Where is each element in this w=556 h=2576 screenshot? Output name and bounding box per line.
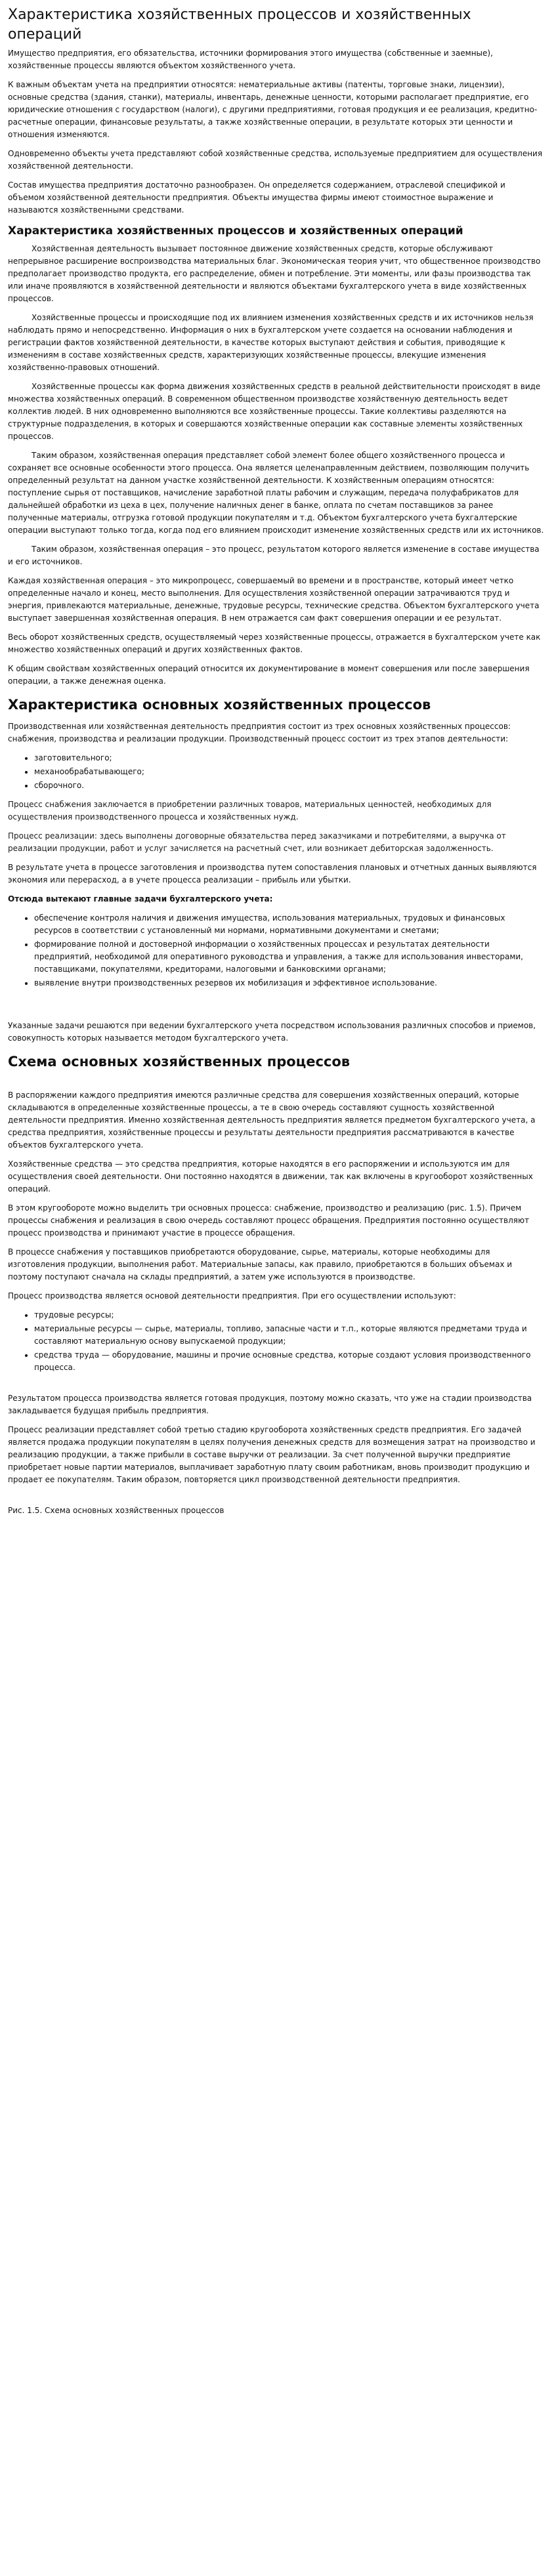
figure-caption: Рис. 1.5. Схема основных хозяйственных процессов [8,1506,225,1515]
paragraph: В этом кругообороте можно выделить три основных процесса: снабжение, производство и реализацию (рис. 1.5). Причем процессы снабжения и реализация в свою очередь составляют процесс обращения. Предприятия постоянно осуществляют процесс производства и принимают участие в процессе обращения. [8,1203,530,1237]
paragraph: В результате учета в процессе заготовления и производства путем сопоставления плановых и отчетных данных выявляются экономия или перерасход, а в учете процесса реализации – прибыль или убытки. [8,863,537,884]
resources-list [8,1309,544,1374]
paragraph: Производственная или хозяйственная деятельность предприятия состоит из трех основных хозяйственных процессов: снабжения, производства и реализации продукции. Производственный процесс состоит из трех этапов деятельности: [8,722,511,743]
paragraph: Результатом процесса производства является готовая продукция, поэтому можно сказать, что уже на стадии производства закладывается будущая прибыль предприятия. [8,1394,532,1415]
tasks-list [8,912,544,989]
list-item: • формирование полной и достоверной информации о хозяйственных процессах и результатах деятельности предприятий, необходимой для оперативного руководства и управления, а также для использования инвесторами, поставщиками, покупателями, кредиторами, налоговыми и банковскими органами; [34,938,544,976]
list-item: • сборочного. [34,779,544,792]
spacer [8,1077,544,1089]
paragraph: Процесс производства является основой деятельности предприятия. При его осуществлении используют: [8,1291,456,1300]
spacer [8,996,544,1020]
intro-paragraph: К важным объектам учета на предприятии относятся: нематериальные активы (патенты, торговые знаки, лицензии), основные средства (здания, станки), материалы, инвентарь, денежные ценности, которыми располагает предприятие, его юридические отношения с государством (налоги), с другими предприятиями, готовая продукция и ее реализация, кредитно-расчетные операции, финансовые результаты, а также хозяйственные операции, в результате которых эти ценности и отношения изменяются. [8,80,538,139]
paragraph: В процессе снабжения у поставщиков приобретаются оборудование, сырье, материалы, которые необходимы для изготовления продукции, выполнения работ. Материальные запасы, как правило, приобретаются в больших объемах и поэтому поступают сначала на склады предприятий, а затем уже используются в производстве. [8,1247,513,1281]
paragraph: Каждая хозяйственная операция – это микропроцесс, совершаемый во времени и в пространстве, который имеет четко определенные начало и конец, место выполнения. Для осуществления хозяйственной операции затрачиваются труд и энергия, привлекаются материальные, денежные, трудовые ресурсы, технические средства. Объектом бухгалтерского учета выступает завершенная хозяйственная операция. В нем отражается сам факт совершения операции и ее результат. [8,576,540,623]
paragraph: Процесс снабжения заключается в приобретении различных товаров, материальных ценностей, необходимых для осуществления производственного процесса и хозяйственных нужд. [8,800,492,821]
intro-paragraph: Имущество предприятия, его обязательства, источники формирования этого имущества (собственные и заемные), хозяйственные процессы являются объектом хозяйственного учета. [8,49,493,70]
paragraph: К общим свойствам хозяйственных операций относится их документирование в момент совершения или после завершения операции, а также денежная оценка. [8,664,530,686]
list-item: • трудовые ресурсы; [34,1309,544,1321]
paragraph: Хозяйственные процессы и происходящие под их влиянием изменения хозяйственных средств и их источников нельзя наблюдать прямо и непосредственно. Информация о них в бухгалтерском учете создается на основании наблюдения и регистрации фактов хозяйственной деятельности, в качестве которых выступают действия и события, приводящие к изменениям в составе хозяйственных средств, характеризующих хозяйственные процессы, влекущие изменения хозяйственно-правовых отношений. [8,313,534,372]
list-item: • выявление внутри производственных резервов их мобилизация и эффективное использование. [34,977,544,989]
paragraph: Процесс реализации представляет собой третью стадию кругооборота хозяйственных средств предприятия. Его задачей является продажа продукции покупателям в целях получения денежных средств для возмещения затрат на производство и реализацию продукции, а также прибыли в составе выручки от реализации. За счет полученной выручки предприятие приобретает новые партии материалов, выплачивает заработную плату своим работникам, вновь производит продукцию и продает ее покупателям. Таким образом, повторяется цикл производственной деятельности предприятия. [8,1425,536,1484]
tasks-heading: Отсюда вытекают главные задачи бухгалтерского учета: [8,894,273,904]
paragraph: Хозяйственные средства — это средства предприятия, которые находятся в его распоряжении и используются им для осуществления своей деятельности. Они постоянно находятся в движении, так как включены в кругооборот хозяйственных операций. [8,1159,533,1194]
list-item: • заготовительного; [34,752,544,764]
intro-paragraph: Состав имущества предприятия достаточно разнообразен. Он определяется содержанием, отраслевой спецификой и объемом хозяйственной деятельности предприятия. Объекты имущества фирмы имеют стоимостное выражение и называются хозяйственными средствами. [8,180,505,215]
list-item: • материальные ресурсы — сырье, материалы, топливо, запасные части и т.п., которые являются предметами труда и составляют материальную основу выпускаемой продукции; [34,1323,544,1348]
stages-list [8,752,544,792]
paragraph: Весь оборот хозяйственных средств, осуществляемый через хозяйственные процессы, отражается в бухгалтерском учете как множество хозяйственных операций и других хозяйственных фактов. [8,633,541,654]
list-item: • средства труда — оборудование, машины и прочие основные средства, которые создают условия производственного процесса. [34,1349,544,1374]
paragraph: Процесс реализации: здесь выполнены договорные обязательства перед заказчиками и потребителями, а выручка от реализации продукции, работ и услуг зачисляется на расчетный счет, или возникает дебиторская задолженность. [8,831,506,853]
paragraph: Таким образом, хозяйственная операция – это процесс, результатом которого является изменение в составе имущества и его источников. [8,545,540,566]
section-heading: Характеристика основных хозяйственных процессов [8,697,431,713]
paragraph: В распоряжении каждого предприятия имеются различные средства для совершения хозяйственных операций, которые складываются в определенные хозяйственные процессы, а те в свою очередь составляют сущность хозяйственной деятельности предприятия. Именно хозяйственная деятельность предприятия является предметом бухгалтерского учета, а средства предприятия, хозяйственные процессы и результаты деятельности предприятия рассматриваются в качестве объектов бухгалтерского учета. [8,1091,536,1150]
paragraph: Таким образом, хозяйственная операция представляет собой элемент более общего хозяйственного процесса и сохраняет все основные особенности этого процесса. Она является целенаправленным действием, позволяющим получить определенный результат на данном участке хозяйственной деятельности. К хозяйственным операциям относятся: поступление сырья от поставщиков, начисление заработной платы рабочим и служащим, передача полуфабрикатов для дальнейшей обработки из цеха в цех, получение наличных денег в банке, оплата по счетам поставщиков за ранее полученные материалы, отгрузка готовой продукции покупателям и т.д. Объектом бухгалтерского учета бухгалтерские операции выступают только тогда, когда под его влиянием происходит изменение хозяйственных средств или их источников. [8,451,544,535]
list-item: • обеспечение контроля наличия и движения имущества, использования материальных, трудовых и финансовых ресурсов в соответствии с установленный ми нормами, нормативными документами и сметами; [34,912,544,937]
paragraph: Хозяйственная деятельность вызывает постоянное движение хозяйственных средств, которые обслуживают непрерывное расширение воспроизводства материальных благ. Экономическая теория учит, что общественное производство предполагает производство продукта, его распределение, обмен и потребление. Эти моменты, или фазы производства так или иначе проявляются в хозяйственной деятельности и являются объектами бухгалтерского учета в виде хозяйственных процессов. [8,244,541,303]
paragraph: Хозяйственные процессы как форма движения хозяйственных средств в реальной действительности происходят в виде множества хозяйственных операций. В современном общественном производстве хозяйственную деятельность ведет коллектив людей. В них одновременно выполняются все хозяйственные процессы. Такие коллективы разделяются на структурные подразделения, в которых и совершаются хозяйственные операции как составные элементы хозяйственных процессов. [8,382,541,441]
intro-paragraph: Одновременно объекты учета представляют собой хозяйственные средства, используемые предприятием для осуществления хозяйственной деятельности. [8,149,543,171]
section-heading: Схема основных хозяйственных процессов [8,1054,351,1070]
section-heading: Характеристика хозяйственных процессов и хозяйственных операций [8,224,463,238]
spacer [8,1381,544,1392]
paragraph: Указанные задачи решаются при ведении бухгалтерского учета посредством использования различных способов и приемов, совокупность которых называется методом бухгалтерского учета. [8,1021,536,1043]
list-item: • механообрабатывающего; [34,766,544,778]
page-title: Характеристика хозяйственных процессов и хозяйственных операций [8,7,471,43]
